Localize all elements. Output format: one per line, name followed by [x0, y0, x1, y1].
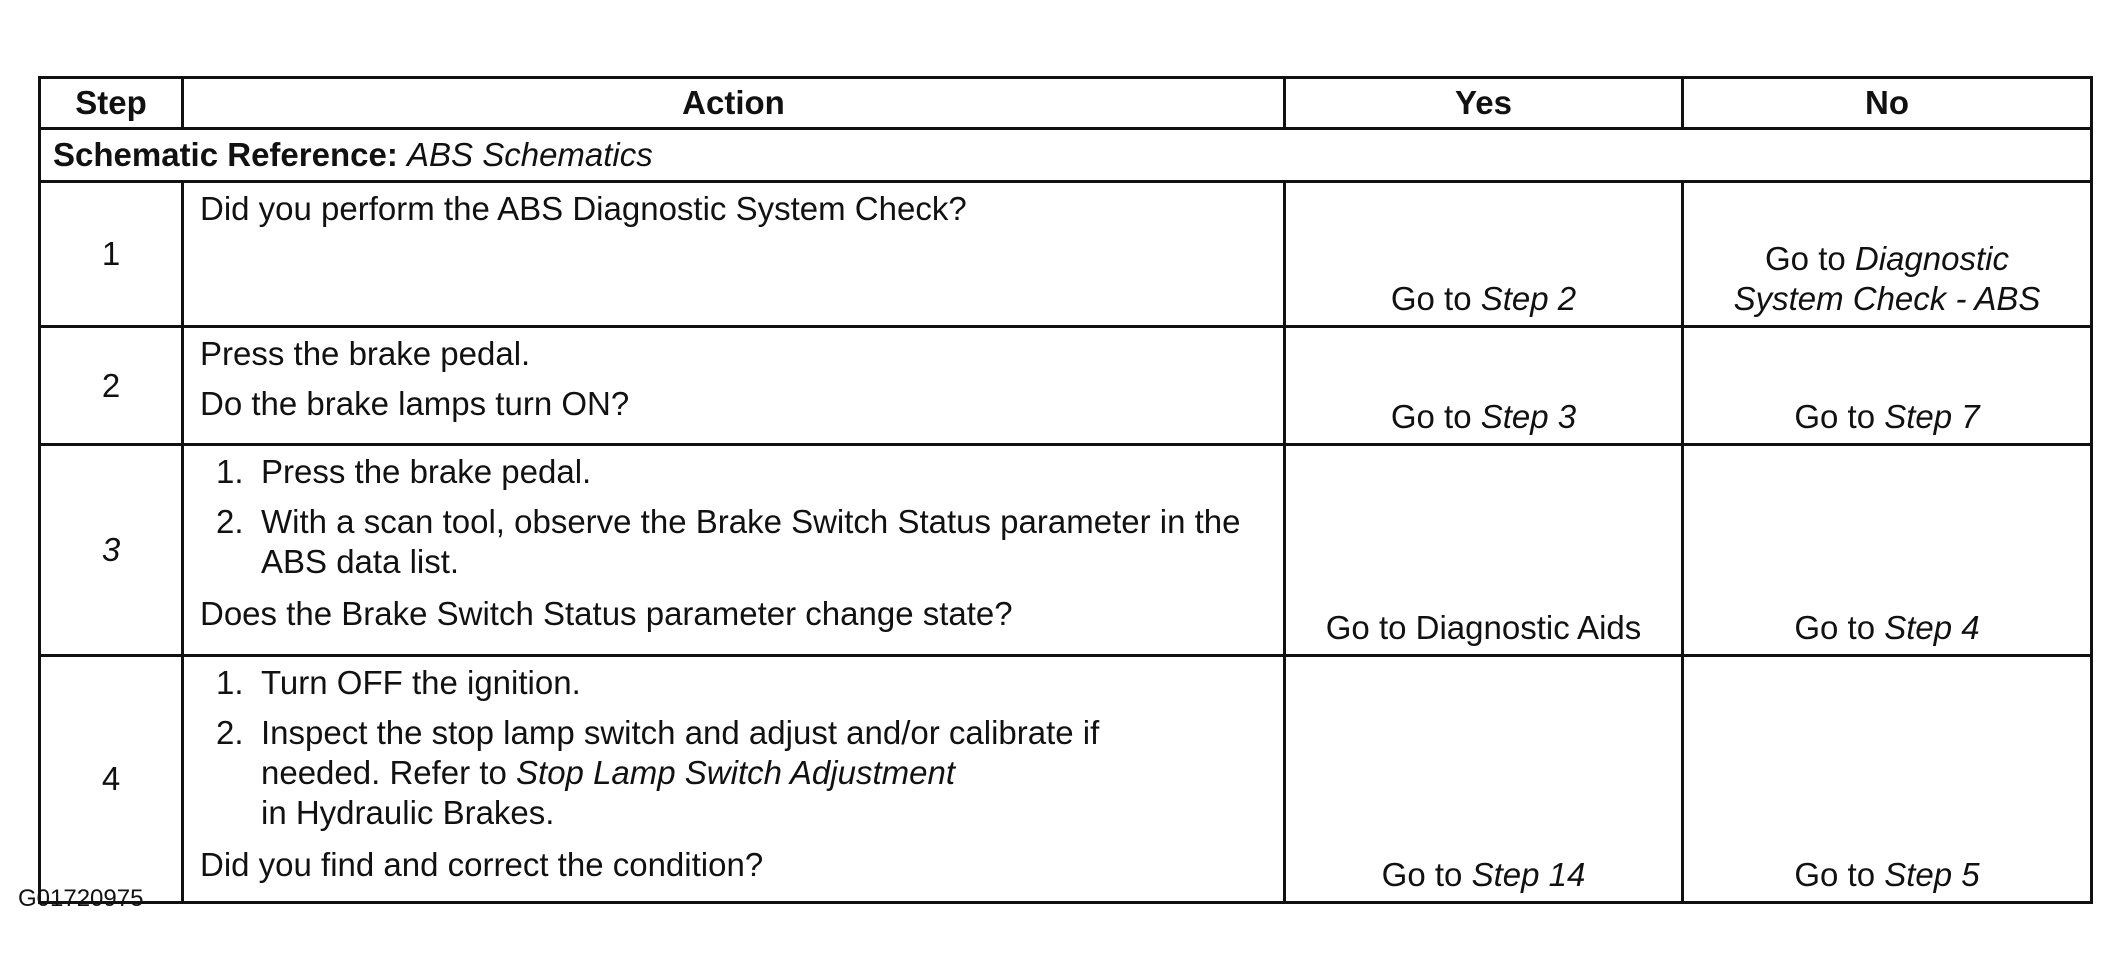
list-text-line2-prefix: needed. Refer to: [261, 754, 507, 791]
yes-prefix: Go to: [1381, 856, 1463, 893]
schematic-reference-label: Schematic Reference:: [53, 136, 398, 173]
action-cell: [183, 327, 1285, 445]
header-row: [40, 78, 2092, 129]
list-text: Press the brake pedal.: [261, 453, 592, 490]
list-number: 1.: [216, 664, 244, 701]
schematic-reference-row: [40, 129, 2092, 182]
no-link: Step 4: [1884, 609, 1980, 646]
yes-link: Step 3: [1480, 398, 1577, 435]
no-prefix: Go to: [1794, 398, 1876, 435]
step-number: 2: [40, 327, 183, 445]
yes-cell: [1285, 656, 1683, 903]
yes-prefix: Go to: [1390, 398, 1472, 435]
list-text-line3: in Hydraulic Brakes.: [261, 794, 555, 831]
figure-id: G01720975: [18, 885, 144, 912]
step-number: 1: [40, 182, 183, 327]
no-link-line2: System Check - ABS: [1733, 280, 2041, 317]
header-no: No: [1683, 78, 2092, 129]
action-question: Do the brake lamps turn ON?: [200, 385, 630, 422]
action-cell: [183, 445, 1285, 656]
list-text: [261, 713, 1271, 833]
list-text: With a scan tool, observe the Brake Switch Status parameter in the ABS data list.: [261, 503, 1241, 580]
list-text-line1: Inspect the stop lamp switch and adjust and/or calibrate if: [261, 714, 1100, 751]
yes-prefix: Go to: [1390, 280, 1472, 317]
table-row: [40, 445, 2092, 656]
action-text: Did you perform the ABS Diagnostic System Check?: [200, 190, 967, 227]
yes-text: Go to Diagnostic Aids: [1325, 609, 1642, 646]
action-cell: [183, 182, 1285, 327]
schematic-reference-cell: [40, 129, 2092, 182]
header-action: Action: [183, 78, 1285, 129]
no-cell: [1683, 656, 2092, 903]
no-link-line1: Diagnostic: [1854, 240, 2009, 277]
no-result: [1734, 239, 2041, 319]
no-link: Step 7: [1884, 398, 1980, 435]
diagnostic-table: [38, 76, 2093, 904]
no-link: Step 5: [1884, 856, 1980, 893]
list-item: [216, 502, 1271, 582]
list-number: 2.: [216, 503, 244, 540]
list-item: [216, 713, 1271, 833]
list-number: 1.: [216, 453, 244, 490]
no-cell: [1683, 445, 2092, 656]
list-text: Turn OFF the ignition.: [261, 664, 581, 701]
table-row: [40, 182, 2092, 327]
no-prefix: Go to: [1794, 609, 1876, 646]
no-cell: [1683, 182, 2092, 327]
action-cell: [183, 656, 1285, 903]
no-prefix: Go to: [1765, 240, 1846, 277]
action-text: Press the brake pedal.: [200, 335, 531, 372]
list-item: [216, 452, 1271, 492]
yes-cell: [1285, 327, 1683, 445]
step-number: 4: [40, 656, 183, 903]
list-item: [216, 663, 1271, 703]
no-cell: [1683, 327, 2092, 445]
action-question: Did you find and correct the condition?: [200, 846, 764, 883]
header-yes: Yes: [1285, 78, 1683, 129]
header-step: Step: [40, 78, 183, 129]
schematic-reference-link: ABS Schematics: [407, 136, 653, 173]
table-row: [40, 327, 2092, 445]
list-text-line2-link: Stop Lamp Switch Adjustment: [516, 754, 956, 791]
yes-link: Step 2: [1480, 280, 1577, 317]
yes-cell: [1285, 182, 1683, 327]
yes-cell: [1285, 445, 1683, 656]
step-number: 3: [40, 445, 183, 656]
action-question: Does the Brake Switch Status parameter change state?: [200, 595, 1013, 632]
list-number: 2.: [216, 714, 244, 751]
table-row: [40, 656, 2092, 903]
yes-link: Step 14: [1471, 856, 1586, 893]
no-prefix: Go to: [1794, 856, 1876, 893]
